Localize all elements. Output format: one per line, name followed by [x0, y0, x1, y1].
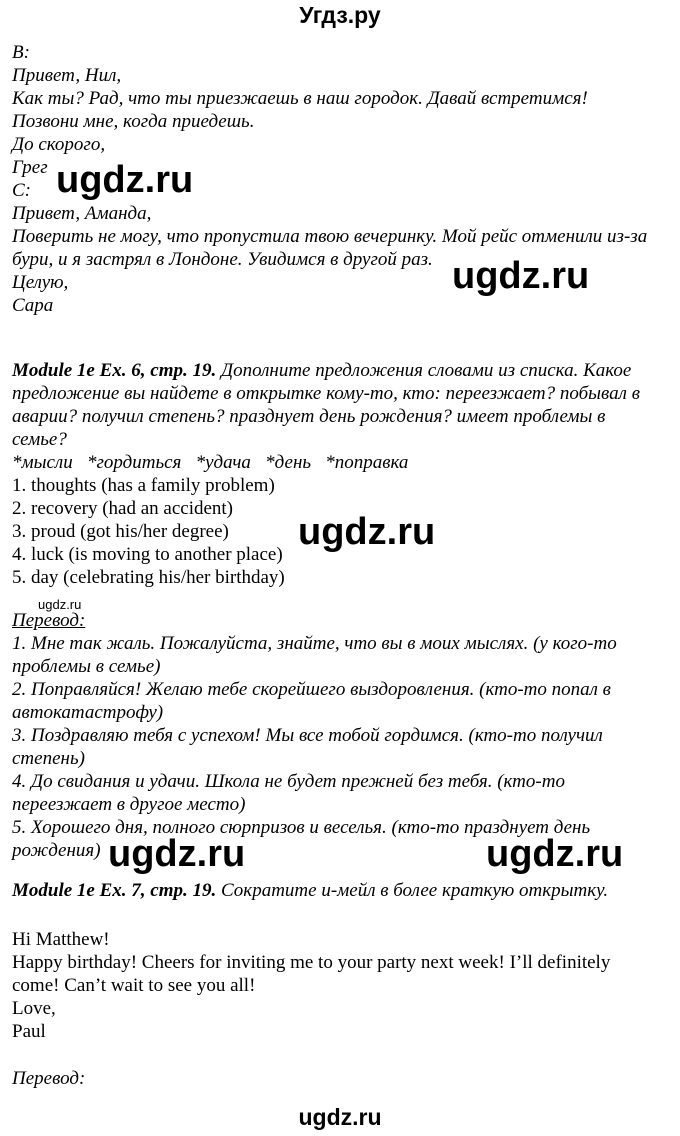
email-line: come! Can’t wait to see you all! — [12, 975, 256, 996]
site-footer: ugdz.ru — [298, 1104, 382, 1130]
watermark-small: ugdz.ru — [38, 597, 82, 612]
translation-line: 3. Поздравляю тебя с успехом! Мы все тобой гордимся. (кто-то получил — [12, 725, 603, 746]
ex6-word-list: *мысли *гордиться *удача *день *поправка — [12, 452, 409, 473]
ex6-title: Module 1e Ex. 6, стр. 19. — [12, 360, 217, 381]
ex6-answer: 4. luck (is moving to another place) — [12, 544, 283, 565]
letter-line: бури, и я застрял в Лондоне. Увидимся в другой раз. — [12, 249, 433, 270]
ex6-task-line: аварии? получил степень? празднует день рождения? имеет проблемы в — [12, 406, 606, 427]
ex6-answer: 1. thoughts (has a family problem) — [12, 475, 275, 496]
ex6-answer: 3. proud (got his/her degree) — [12, 521, 229, 542]
translation-line: 1. Мне так жаль. Пожалуйста, знайте, что вы в моих мыслях. (у кого-то — [12, 633, 617, 654]
letter-line: До скорого, — [12, 134, 106, 155]
ex6-task: Дополните предложения словами из списка. Какое — [221, 360, 632, 381]
section-b-label: B: — [12, 42, 30, 63]
ex6-answer: 5. day (celebrating his/her birthday) — [12, 567, 285, 588]
translation-line: 5. Хорошего дня, полного сюрпризов и веселья. (кто-то празднует день — [12, 817, 591, 838]
translation-line: переезжает в другое место) — [12, 794, 246, 815]
letter-line: Сара — [12, 295, 54, 316]
letter-line: Поверить не могу, что пропустила твою вечеринку. Мой рейс отменили из-за — [12, 226, 648, 247]
watermark: ugdz.ru — [486, 833, 624, 875]
ex7-task: Сократите и-мейл в более краткую открытку. — [221, 880, 609, 901]
ex7-title: Module 1e Ex. 7, стр. 19. — [12, 880, 217, 901]
ex6-translation-label: Перевод: — [12, 610, 86, 631]
watermark: ugdz.ru — [56, 159, 194, 201]
translation-line: степень) — [12, 748, 85, 769]
email-line: Hi Matthew! — [12, 929, 110, 950]
email-line: Paul — [12, 1021, 46, 1042]
letter-line: Привет, Нил, — [12, 65, 122, 86]
letter-line: Целую, — [12, 272, 69, 293]
letter-line: Привет, Аманда, — [12, 203, 152, 224]
watermark: ugdz.ru — [452, 255, 590, 297]
email-line: Love, — [12, 998, 56, 1019]
translation-line: автокатастрофу) — [12, 702, 164, 723]
ex6-answer: 2. recovery (had an accident) — [12, 498, 234, 519]
translation-line: рождения) — [12, 840, 101, 861]
ex7-translation-label: Перевод: — [12, 1068, 86, 1089]
section-c-label: C: — [12, 180, 31, 201]
translation-line: 2. Поправляйся! Желаю тебе скорейшего выздоровления. (кто-то попал в — [12, 679, 611, 700]
letter-line: Как ты? Рад, что ты приезжаешь в наш городок. Давай встретимся! — [12, 88, 588, 109]
site-header: Угдз.ру — [299, 2, 381, 28]
ex6-task-line: предложение вы найдете в открытке кому-то, кто: переезжает? побывал в — [12, 383, 640, 404]
ex6-task-line: семье? — [12, 429, 67, 450]
letter-line: Позвони мне, когда приедешь. — [12, 111, 255, 132]
letter-line: Грег — [12, 157, 48, 178]
ex7-heading — [12, 880, 608, 902]
watermark: ugdz.ru — [108, 833, 246, 875]
translation-line: 4. До свидания и удачи. Школа не будет прежней без тебя. (кто-то — [12, 771, 565, 792]
ex6-task-first-line — [12, 360, 631, 382]
translation-line: проблемы в семье) — [12, 656, 161, 677]
email-line: Happy birthday! Cheers for inviting me to your party next week! I’ll definitely — [12, 952, 611, 973]
watermark: ugdz.ru — [298, 511, 436, 553]
